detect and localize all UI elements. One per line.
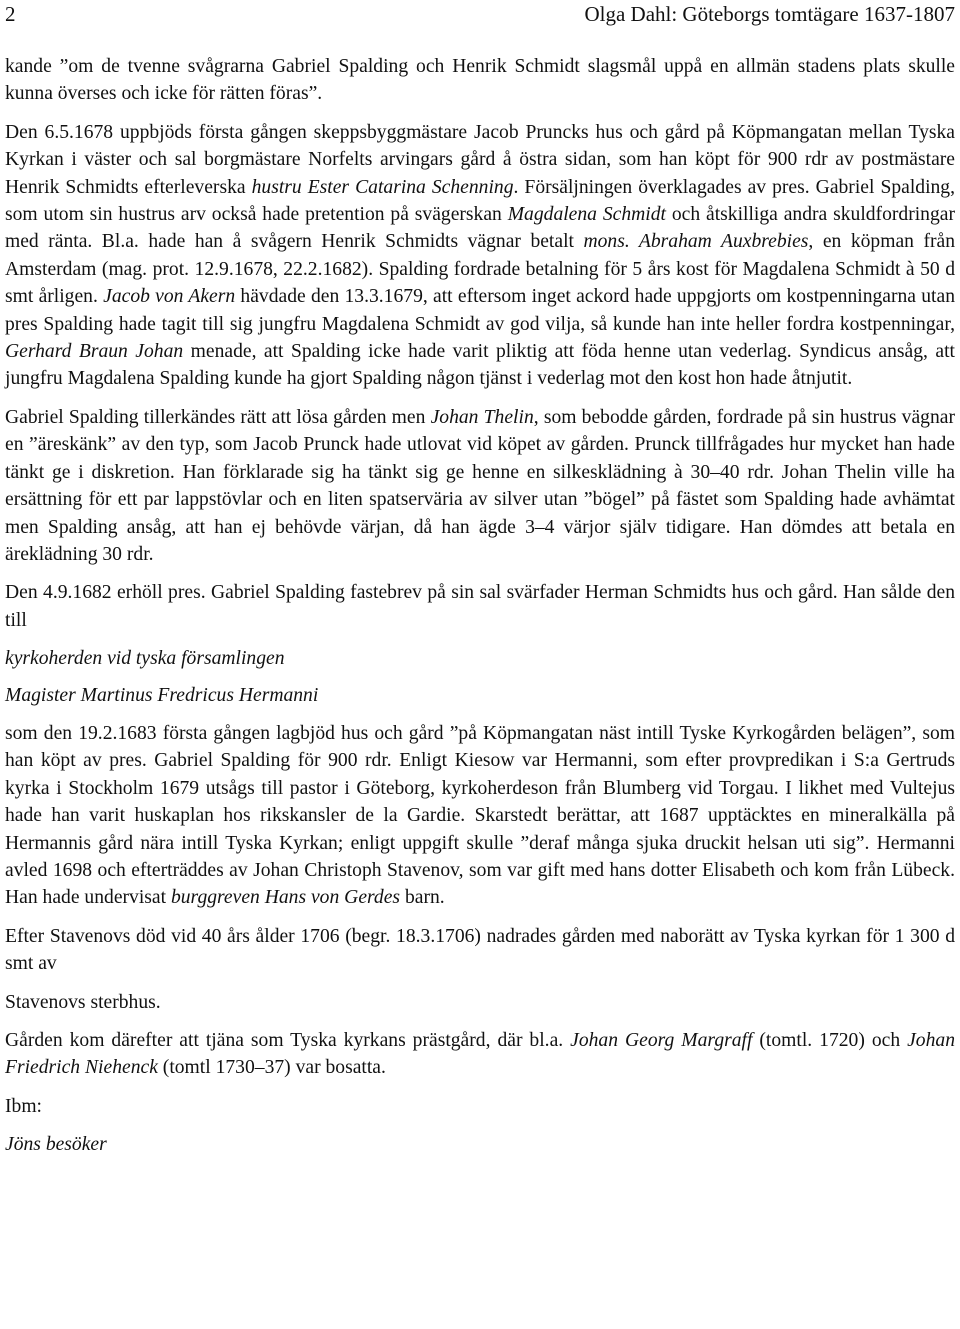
text-run: , som bebodde gården, fordrade på sin hustrus vägnar en ”äreskänk” av den typ, som Jacob Prunck hade utlovat vid köpet av gården. Prunck tillfrågades hur mycket han hade tänkt ge i diskretion. Han förklarade sig ha tänkt sig ge henne en silkesklädning à 30–40 rdr. Johan Thelin ville ha ersättning för ett par lappstövlar och en liten spatserväria av silver utan ”bögel” på fästet som Spalding hade avhämtat men Spalding ansåg, att han ej behövde värjan, då han ägde 3–4 värjor själv tidigare. Han dömdes att betala en äreklädning 30 rdr.	[5, 406, 955, 565]
text-run: menade, att Spalding icke hade varit pliktig att föda henne utan vederlag. Syndicus ansåg, att jungfru Magdalena Spalding kunde ha gjort Spalding någon tjänst i vederlag mot den kost hon hade åtnjutit.	[5, 341, 955, 390]
paragraph	[5, 404, 955, 568]
text-run: . Försäljningen överklagades av pres. Gabriel Spalding, som utom sin hustrus arv också hade pretention på svägerskan	[5, 176, 956, 226]
document-page	[5, 0, 955, 1170]
italic-text: Magdalena Schmidt	[507, 204, 666, 226]
italic-text: Johan Friedrich Niehenck	[5, 1030, 955, 1079]
italic-text: Magister Martinus Fredricus Hermanni	[5, 684, 319, 706]
text-run: Gabriel Spalding tillerkändes rätt att lösa gården men	[5, 406, 431, 428]
italic-text: kyrkoherden vid tyska församlingen	[5, 648, 285, 670]
paragraph	[5, 645, 955, 672]
page-number: 2	[5, 2, 16, 26]
text-run: som den 19.2.1683 första gången lagbjöd hus och gård ”på Köpmangatan näst intill Tyske Kyrkogården belägen”, som han köpt av pres. Gabriel Spalding för 900 rdr. Enligt Kiesow var Hermanni, som efter provpredikan i S:a Gertruds kyrka i Stockholm 1679 utsågs till pastor i Göteborg, kyrkoherdeson från Blumberg vid Torgau. I likhet med Vultejus hade han varit huskaplan hos rikskansler de la Gardie. Skarstedt berättar, att 1687 upptäcktes en mineralkälla på Hermannis gård nära intill Tyska Kyrkan; enligt uppgift skulle ”deraf många sjuka druckit helsan uti sig”. Hermanni avled 1698 och efterträddes av Johan Christoph Stavenov, som var gift med hans dotter Elisabeth och kom från Lübeck. Han hade undervisat	[5, 722, 955, 909]
text-run: , en köpman från Amsterdam (mag. prot. 12.9.1678, 22.2.1682). Spalding fordrade betalning för 5 års kost för Magdalena Schmidt à 50 d smt årligen.	[5, 231, 955, 308]
paragraph	[5, 923, 955, 978]
running-title: Olga Dahl: Göteborgs tomtägare 1637-1807	[584, 2, 955, 26]
text-run: Gården kom därefter att tjäna som Tyska kyrkans prästgård, där bl.a.	[5, 1030, 571, 1051]
italic-text: Johan Georg Margraff	[570, 1030, 753, 1051]
text-run: Den 6.5.1678 uppbjöds första gången skeppsbyggmästare Jacob Pruncks hus och gård på Köpmangatan mellan Tyska Kyrkan i väster och sal borgmästare Norfelts arvingars gård å östra sidan, som han köpt för 900 rdr av postmästare Henrik Schmidts efterleverska	[5, 121, 955, 198]
italic-text: burggreven Hans von Gerdes	[170, 887, 401, 909]
paragraph	[5, 53, 955, 108]
paragraph	[5, 682, 955, 709]
italic-text: hustru Ester Catarina Schenning	[251, 176, 514, 198]
text-run: barn.	[400, 887, 445, 909]
page-header	[5, 0, 955, 30]
paragraph	[5, 579, 955, 634]
italic-text: Jacob von Akern	[103, 286, 236, 308]
text-run: (tomtl 1730–37) var bosatta.	[157, 1057, 386, 1079]
text-run: och åtskilliga andra skuldfordringar med ränta. Bl.a. hade han å svågern Henrik Schmidts vägnar betalt	[5, 204, 955, 253]
text-run: kande ”om de tvenne svågrarna Gabriel Spalding och Henrik Schmidt slagsmål uppå en allmän stadens plats skulle kunna överses och icke för rätten föras”.	[5, 56, 955, 105]
paragraph	[5, 1093, 955, 1120]
italic-text: Gerhard Braun Johan	[5, 341, 184, 363]
text-run: Ibm:	[5, 1095, 43, 1117]
italic-text: Johan Thelin	[430, 406, 534, 428]
text-run: Den 4.9.1682 erhöll pres. Gabriel Spalding fastebrev på sin sal svärfader Herman Schmidts hus och gård. Han sålde den till	[5, 582, 955, 631]
text-run: Efter Stavenovs död vid 40 års ålder 1706 (begr. 18.3.1706) nadrades gården med naborätt av Tyska kyrkan för 1 300 d smt av	[5, 925, 955, 975]
paragraph	[5, 1027, 955, 1082]
paragraph	[5, 989, 955, 1016]
italic-text: Jöns besöker	[5, 1134, 107, 1156]
text-run: Stavenovs sterbhus.	[5, 991, 161, 1013]
document-body	[5, 53, 955, 1159]
paragraph	[5, 720, 955, 912]
italic-text: mons. Abraham Auxbrebies	[583, 231, 809, 253]
paragraph	[5, 119, 955, 393]
text-run: hävdade den 13.3.1679, att eftersom inget ackord hade uppgjorts om kostpenningarna utan pres Spalding hade tagit till sig jungfru Magdalena Schmidt av god vilja, så kunde han inte heller fordra kostpenningar,	[5, 286, 955, 335]
paragraph	[5, 1131, 955, 1158]
text-run: (tomtl. 1720) och	[752, 1030, 908, 1051]
